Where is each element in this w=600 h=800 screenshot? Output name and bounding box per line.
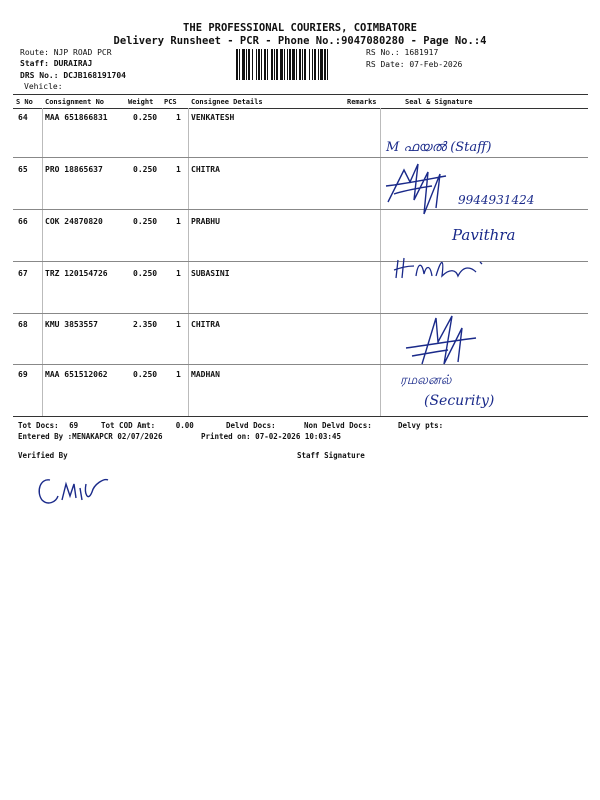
staff-label: Staff: (20, 59, 49, 68)
row-pcs: 1 (176, 165, 181, 174)
row-consignment: PRO 18865637 (45, 165, 103, 174)
rs-date-label: RS Date: (366, 60, 405, 69)
entered-by: Entered By :MENAKAPCR 02/07/2026 (18, 432, 163, 441)
drs-value: DCJB168191704 (63, 71, 126, 80)
row-sno: 67 (18, 269, 28, 278)
company-title: THE PROFESSIONAL COURIERS, COIMBATORE (183, 22, 417, 34)
row-rule (13, 313, 588, 314)
signature-subasini (392, 254, 492, 284)
row-sno: 65 (18, 165, 28, 174)
row-consignee: PRABHU (191, 217, 220, 226)
row-consignee: CHITRA (191, 165, 220, 174)
row-consignment: COK 24870820 (45, 217, 103, 226)
row-rule (13, 157, 588, 158)
verifier-signature (34, 470, 114, 510)
row-consignee: SUBASINI (191, 269, 230, 278)
non-delvd-docs-label: Non Delvd Docs: (304, 421, 372, 430)
col-divider (380, 108, 381, 416)
handwritten-name: Pavithra (452, 226, 516, 244)
row-sno: 68 (18, 320, 28, 329)
row-rule (13, 261, 588, 262)
col-seal: Seal & Signature (405, 98, 473, 106)
printed-on: Printed on: 07-02-2026 10:03:45 (201, 432, 341, 441)
rs-no-line (366, 48, 438, 57)
row-pcs: 1 (176, 217, 181, 226)
row-weight: 0.250 (133, 113, 158, 122)
row-consignment: TRZ 120154726 (45, 269, 108, 278)
verified-by-label: Verified By (18, 451, 68, 460)
col-sno: S No (16, 98, 33, 106)
col-pcs: PCS (164, 98, 177, 106)
delvy-pts-label: Delvy pts: (398, 421, 444, 430)
row-rule (13, 364, 588, 365)
handwritten-staff-note: M ഫയൽ (Staff) (386, 140, 492, 155)
row-consignee: VENKATESH (191, 113, 235, 122)
row-rule (13, 209, 588, 210)
tot-docs-value: 69 (69, 421, 79, 430)
rs-no-label: RS No.: (366, 48, 400, 57)
row-weight: 0.250 (133, 165, 158, 174)
row-sno: 66 (18, 217, 28, 226)
route-line (20, 48, 112, 57)
tot-cod-label: Tot COD Amt: (101, 421, 156, 430)
tot-docs-label: Tot Docs: (18, 421, 59, 430)
route-label: Route: (20, 48, 49, 57)
row-weight: 0.250 (133, 269, 158, 278)
table-top-rule (13, 94, 588, 95)
barcode (236, 49, 362, 80)
staff-signature-label: Staff Signature (297, 451, 365, 460)
tot-cod-value: 0.00 (175, 421, 194, 430)
staff-line (20, 59, 92, 68)
col-remarks: Remarks (347, 98, 377, 106)
col-consignee: Consignee Details (191, 98, 263, 106)
row-weight: 0.250 (133, 370, 158, 379)
signature-scribble (384, 160, 468, 218)
row-consignment: MAA 651866831 (45, 113, 108, 122)
row-pcs: 1 (176, 113, 181, 122)
col-divider (42, 108, 43, 416)
route-value: NJP ROAD PCR (53, 48, 112, 57)
handwritten-phone: 9944931424 (458, 193, 535, 207)
row-weight: 2.350 (133, 320, 158, 329)
drs-line (20, 71, 126, 80)
delvd-docs-label: Delvd Docs: (226, 421, 276, 430)
row-consignment: MAA 651512062 (45, 370, 108, 379)
handwritten-security-name: ரமலனல் (400, 373, 452, 388)
row-consignee: MADHAN (191, 370, 220, 379)
signature-scribble-2 (404, 312, 482, 368)
col-consignment: Consignment No (45, 98, 105, 106)
col-weight: Weight (128, 98, 154, 106)
col-divider (188, 108, 189, 416)
row-pcs: 1 (176, 370, 181, 379)
rs-no-value: 1681917 (404, 48, 439, 57)
runsheet-subtitle: Delivery Runsheet - PCR - Phone No.:9047080280 - Page No.:4 (113, 35, 487, 47)
tot-cod (101, 421, 194, 430)
row-pcs: 1 (176, 320, 181, 329)
row-sno: 69 (18, 370, 28, 379)
row-weight: 0.250 (133, 217, 158, 226)
vehicle-label: Vehicle: (24, 82, 63, 91)
rs-date-value: 07-Feb-2026 (409, 60, 463, 69)
table-bottom-rule (13, 416, 588, 417)
table-header-rule (13, 108, 588, 109)
rs-date-line (366, 60, 462, 69)
row-pcs: 1 (176, 269, 181, 278)
staff-value: DURAIRAJ (53, 59, 93, 68)
row-sno: 64 (18, 113, 28, 122)
handwritten-security-note: (Security) (424, 393, 495, 409)
row-consignment: KMU 3853557 (45, 320, 98, 329)
drs-label: DRS No.: (20, 71, 59, 80)
tot-docs (18, 421, 78, 430)
row-consignee: CHITRA (191, 320, 220, 329)
